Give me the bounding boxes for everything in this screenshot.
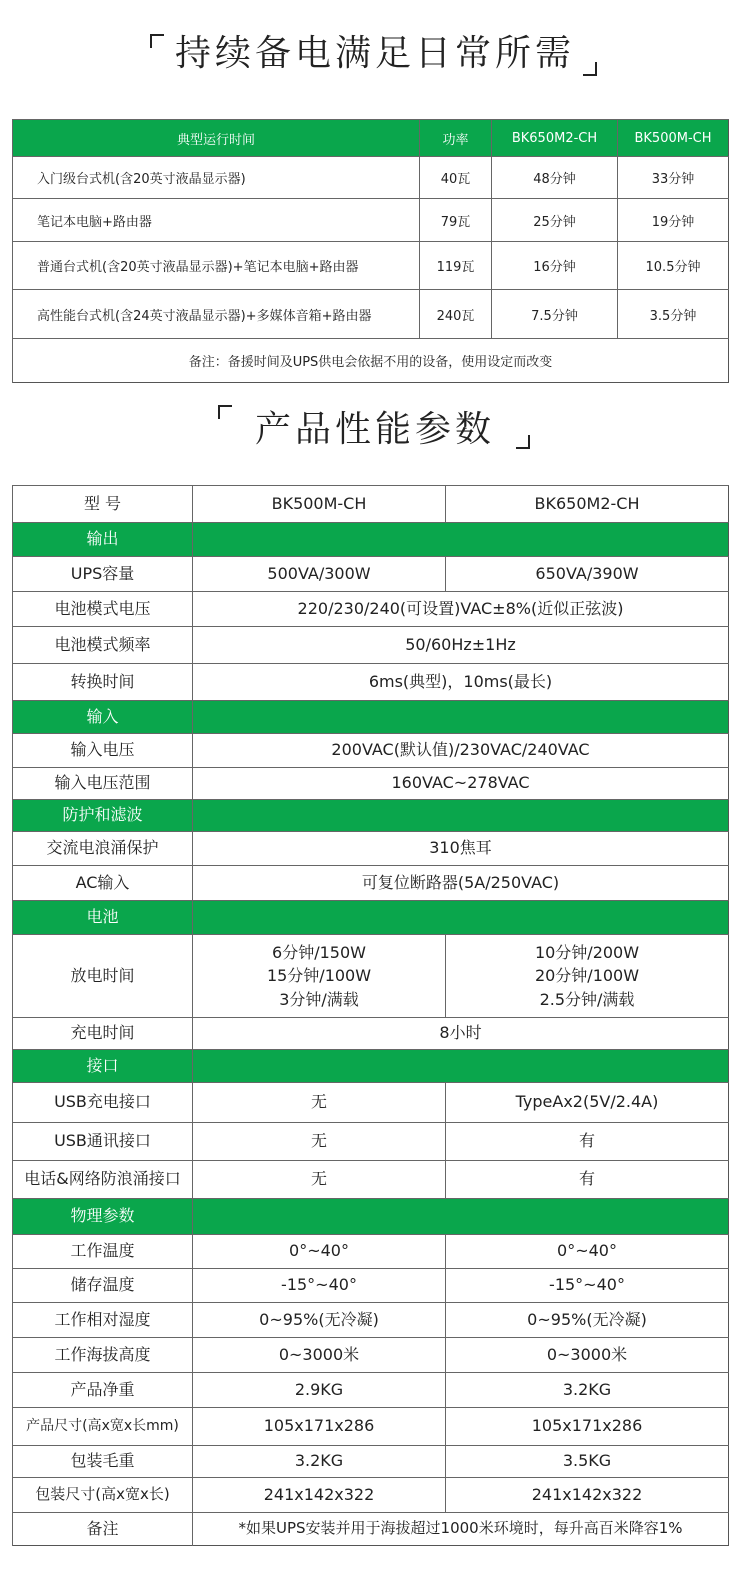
runtime-cell: 3.5分钟 <box>618 290 729 339</box>
section-row-protection <box>13 800 729 832</box>
section-row-input <box>13 701 729 734</box>
table-row <box>13 664 729 701</box>
power-cell: 119瓦 <box>420 241 492 290</box>
discharge-line: 15分钟/100W <box>266 966 372 986</box>
section-label: 电池 <box>13 901 193 935</box>
spec-label: 充电时间 <box>13 1018 193 1050</box>
spec-value-a: 3.2KG <box>193 1446 446 1478</box>
device-cell: 普通台式机(含20英寸液晶显示器)+笔记本电脑+路由器 <box>13 241 420 290</box>
spec-value: 可复位断路器(5A/250VAC) <box>193 866 729 901</box>
section-fill <box>193 1050 729 1083</box>
model-a: BK500M-CH <box>193 486 446 523</box>
runtime-cell: 25分钟 <box>492 199 618 241</box>
discharge-line: 3分钟/满载 <box>279 989 359 1009</box>
power-cell: 79瓦 <box>420 199 492 241</box>
table-row <box>13 1235 729 1269</box>
table-row <box>13 1269 729 1303</box>
spec-value-a: 无 <box>193 1123 446 1161</box>
note-row <box>13 339 729 383</box>
spec-label: 转换时间 <box>13 664 193 701</box>
spec-value-b: 650VA/390W <box>446 557 729 592</box>
spec-value-a: -15°~40° <box>193 1269 446 1303</box>
spec-label: 包装毛重 <box>13 1446 193 1478</box>
discharge-line: 2.5分钟/满载 <box>539 989 635 1009</box>
spec-label: USB通讯接口 <box>13 1123 193 1161</box>
discharge-b <box>446 935 729 1018</box>
table-row <box>13 1373 729 1408</box>
spec-table <box>12 485 729 1546</box>
spec-value-b: 0°~40° <box>446 1235 729 1269</box>
spec-value: *如果UPS安装并用于海拔超过1000米环境时，每升高百米降容1% <box>193 1513 729 1546</box>
spec-value-a: 241x142x322 <box>193 1478 446 1513</box>
table-row <box>13 1083 729 1123</box>
section-row-output <box>13 523 729 557</box>
model-row <box>13 486 729 523</box>
table-row <box>13 832 729 866</box>
spec-label: 输入电压范围 <box>13 768 193 800</box>
table-row <box>13 1161 729 1199</box>
spec-value-b: 有 <box>446 1123 729 1161</box>
runtime-table <box>12 119 729 383</box>
power-cell: 40瓦 <box>420 157 492 199</box>
spec-value: 6ms(典型)，10ms(最长) <box>193 664 729 701</box>
section-row-physical <box>13 1199 729 1235</box>
spec-value-b: TypeAx2(5V/2.4A) <box>446 1083 729 1123</box>
header-cell: 典型运行时间 <box>13 120 420 157</box>
runtime-cell: 19分钟 <box>618 199 729 241</box>
spec-label: 备注 <box>13 1513 193 1546</box>
spec-value-b: 241x142x322 <box>446 1478 729 1513</box>
discharge-line: 20分钟/100W <box>534 966 640 986</box>
header-cell: BK500M-CH <box>618 120 729 157</box>
runtime-cell: 33分钟 <box>618 157 729 199</box>
spec-label: 输入电压 <box>13 734 193 768</box>
spec-value-b: -15°~40° <box>446 1269 729 1303</box>
section-label: 物理参数 <box>13 1199 193 1235</box>
section-fill <box>193 701 729 734</box>
heading-title: 持续备电满足日常所需 <box>174 33 575 74</box>
spec-value-a: 105x171x286 <box>193 1408 446 1446</box>
spec-label: 电池模式频率 <box>13 627 193 664</box>
spec-value: 220/230/240(可设置)VAC±8%(近似正弦波) <box>193 592 729 627</box>
section-row-ports <box>13 1050 729 1083</box>
spec-label: 放电时间 <box>13 935 193 1018</box>
runtime-cell: 16分钟 <box>492 241 618 290</box>
table-row <box>13 157 729 199</box>
header-cell: 功率 <box>420 120 492 157</box>
section-label: 防护和滤波 <box>13 800 193 832</box>
spec-label: 工作相对湿度 <box>13 1303 193 1338</box>
heading-title: 产品性能参数 <box>254 409 495 450</box>
table-row <box>13 557 729 592</box>
device-cell: 笔记本电脑+路由器 <box>13 199 420 241</box>
runtime-header-row <box>13 120 729 157</box>
spec-label: 交流电浪涌保护 <box>13 832 193 866</box>
spec-label: 工作海拔高度 <box>13 1338 193 1373</box>
runtime-cell: 7.5分钟 <box>492 290 618 339</box>
spec-value-b: 0~95%(无冷凝) <box>446 1303 729 1338</box>
table-row <box>13 1446 729 1478</box>
bracket-left-icon <box>218 405 232 419</box>
spec-value-a: 500VA/300W <box>193 557 446 592</box>
model-b: BK650M2-CH <box>446 486 729 523</box>
power-cell: 240瓦 <box>420 290 492 339</box>
spec-value-b: 105x171x286 <box>446 1408 729 1446</box>
table-row <box>13 1513 729 1546</box>
spec-value: 310焦耳 <box>193 832 729 866</box>
section-fill <box>193 800 729 832</box>
spec-value: 8小时 <box>193 1018 729 1050</box>
spec-value: 200VAC(默认值)/230VAC/240VAC <box>193 734 729 768</box>
spec-label: UPS容量 <box>13 557 193 592</box>
discharge-a <box>193 935 446 1018</box>
device-cell: 入门级台式机(含20英寸液晶显示器) <box>13 157 420 199</box>
table-row <box>13 1408 729 1446</box>
spec-label: 包装尺寸(高x宽x长) <box>13 1478 193 1513</box>
header-cell: BK650M2-CH <box>492 120 618 157</box>
spec-value-b: 有 <box>446 1161 729 1199</box>
spec-label: 产品净重 <box>13 1373 193 1408</box>
spec-value-b: 0~3000米 <box>446 1338 729 1373</box>
table-row <box>13 1303 729 1338</box>
spec-value: 160VAC~278VAC <box>193 768 729 800</box>
table-row <box>13 1018 729 1050</box>
discharge-line: 6分钟/150W <box>272 943 366 963</box>
section-label: 输出 <box>13 523 193 557</box>
spec-value-b: 3.2KG <box>446 1373 729 1408</box>
spec-label: 电话&网络防浪涌接口 <box>13 1161 193 1199</box>
spec-label: 工作温度 <box>13 1235 193 1269</box>
section-heading-runtime <box>0 33 750 74</box>
spec-value: 50/60Hz±1Hz <box>193 627 729 664</box>
table-row <box>13 866 729 901</box>
table-row <box>13 734 729 768</box>
table-row <box>13 1478 729 1513</box>
bracket-right-icon <box>583 62 597 76</box>
bracket-right-icon <box>516 435 530 449</box>
section-heading-specs <box>0 409 750 450</box>
spec-value-a: 0°~40° <box>193 1235 446 1269</box>
table-row <box>13 627 729 664</box>
device-cell: 高性能台式机(含24英寸液晶显示器)+多媒体音箱+路由器 <box>13 290 420 339</box>
table-row <box>13 199 729 241</box>
table-row <box>13 768 729 800</box>
section-label: 输入 <box>13 701 193 734</box>
spec-value-a: 无 <box>193 1161 446 1199</box>
spec-label: USB充电接口 <box>13 1083 193 1123</box>
section-fill <box>193 1199 729 1235</box>
table-row <box>13 1123 729 1161</box>
section-label: 接口 <box>13 1050 193 1083</box>
spec-value-a: 无 <box>193 1083 446 1123</box>
bracket-left-icon <box>150 34 164 48</box>
spec-label: 产品尺寸(高x宽x长mm) <box>13 1408 193 1446</box>
spec-label: 电池模式电压 <box>13 592 193 627</box>
runtime-note: 备注：备援时间及UPS供电会依据不用的设备，使用设定而改变 <box>13 339 729 383</box>
spec-value-a: 2.9KG <box>193 1373 446 1408</box>
section-fill <box>193 523 729 557</box>
spec-value-a: 0~95%(无冷凝) <box>193 1303 446 1338</box>
spec-value-a: 0~3000米 <box>193 1338 446 1373</box>
table-row <box>13 241 729 290</box>
spec-value-b: 3.5KG <box>446 1446 729 1478</box>
table-row <box>13 290 729 339</box>
spec-label: AC输入 <box>13 866 193 901</box>
discharge-line: 10分钟/200W <box>534 943 640 963</box>
table-row <box>13 592 729 627</box>
section-fill <box>193 901 729 935</box>
model-label: 型 号 <box>13 486 193 523</box>
table-row <box>13 1338 729 1373</box>
runtime-cell: 10.5分钟 <box>618 241 729 290</box>
section-row-battery <box>13 901 729 935</box>
table-row <box>13 935 729 1018</box>
spec-label: 储存温度 <box>13 1269 193 1303</box>
runtime-cell: 48分钟 <box>492 157 618 199</box>
